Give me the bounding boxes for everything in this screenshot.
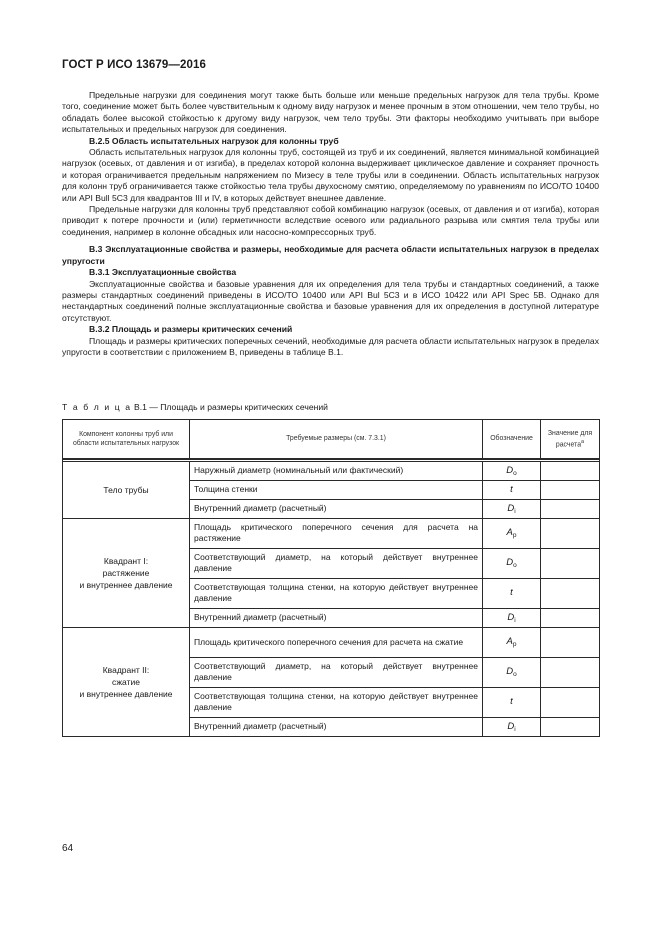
footnote-marker: a <box>581 438 585 445</box>
table-caption-prefix: Т а б л и ц а <box>62 402 132 412</box>
value-cell <box>541 627 600 657</box>
header-required: Требуемые размеры (см. 7.3.1) <box>190 420 483 459</box>
required-dimension: Соответствующий диаметр, на который действует внутреннее давление <box>190 548 483 578</box>
header-value: Значение для расчета$^a$ <box>541 420 600 459</box>
symbol: t <box>483 578 541 608</box>
subsection-heading: В.3.1 Эксплуатационные свойства <box>89 267 237 278</box>
body-text <box>62 90 599 358</box>
symbol: $D_i$ <box>483 717 541 736</box>
value-cell <box>541 657 600 687</box>
value-cell <box>541 499 600 518</box>
value-cell <box>541 548 600 578</box>
symbol: $A_p$ <box>483 518 541 548</box>
group-label: Квадрант I: растяжение и внутреннее давление <box>63 518 190 627</box>
header-component: Компонент колонны труб или области испытательных нагрузок <box>63 420 190 459</box>
value-cell <box>541 461 600 480</box>
page-number: 64 <box>62 843 74 854</box>
paragraph: Эксплуатационные свойства и базовые уравнения для их определения для тела трубы и стандартных соединений, а также размеры стандартных соединений приведены в ИСО/ТО 10400 или API Bul 5C3 и в ИСО 10422 или API Spec 5B. Однако для нестандартных соединений полные эксплуатационные свойства и базовые уравнения для их определения в доступной литературе отсутствуют. <box>62 278 599 323</box>
table-row <box>63 461 600 480</box>
required-dimension: Соответствующий диаметр, на который действует внутреннее давление <box>190 657 483 687</box>
header-symbol: Обозначение <box>483 420 541 459</box>
symbol: $A_p$ <box>483 627 541 657</box>
table-caption-text: В.1 — Площадь и размеры критических сечений <box>133 402 328 412</box>
symbol: $D_o$ <box>483 657 541 687</box>
paragraph: Предельные нагрузки для колонны труб представляют собой комбинацию нагрузок (осевых, от давления и от изгиба), которая приводит к потере прочности и (или) герметичности вследствие осевого или радиального разрыва или смятия тела трубы или соединения, например в колонне обсадных или насосно-компрессорных труб. <box>62 204 599 237</box>
value-cell <box>541 687 600 717</box>
symbol: t <box>483 480 541 499</box>
value-cell <box>541 717 600 736</box>
table-header-row <box>63 420 600 459</box>
subsection-heading: В.3.2 Площадь и размеры критических сечений <box>89 324 293 335</box>
section-heading: В.3 Эксплуатационные свойства и размеры, необходимые для расчета области испытательных нагрузок в пределах упругости <box>62 244 599 266</box>
section-heading: В.2.5 Область испытательных нагрузок для колонны труб <box>89 135 339 146</box>
value-cell <box>541 480 600 499</box>
table-caption <box>62 402 328 412</box>
symbol: $D_o$ <box>483 461 541 480</box>
required-dimension: Внутренний диаметр (расчетный) <box>190 608 483 627</box>
paragraph: Площадь и размеры критических поперечных сечений, необходимые для расчета области испытательных нагрузок в пределах упругости в соответствии с приложением В, приведены в таблице В.1. <box>62 335 599 357</box>
required-dimension: Внутренний диаметр (расчетный) <box>190 499 483 518</box>
value-cell <box>541 608 600 627</box>
paragraph: Предельные нагрузки для соединения могут также быть больше или меньше предельных нагрузок для тела трубы. Кроме того, соединение может быть более чувствительным к одному виду нагрузок и менее прочным в этом отношении, чем тело трубы, но обладать более высокой стойкостью к другому виду нагрузок, чем тело трубы. Эти факторы необходимо учитывать при выборе испытательных и предельных нагрузок для соединения. <box>62 90 599 135</box>
group-label: Тело трубы <box>63 461 190 518</box>
value-cell <box>541 578 600 608</box>
symbol: $D_i$ <box>483 499 541 518</box>
required-dimension: Площадь критического поперечного сечения для расчета на сжатие <box>190 627 483 657</box>
symbol: $D_o$ <box>483 548 541 578</box>
dimensions-table <box>62 419 600 737</box>
required-dimension: Площадь критического поперечного сечения для расчета на растяжение <box>190 518 483 548</box>
symbol: t <box>483 687 541 717</box>
required-dimension: Соответствующая толщина стенки, на которую действует внутреннее давление <box>190 687 483 717</box>
symbol: $D_i$ <box>483 608 541 627</box>
required-dimension: Соответствующая толщина стенки, на которую действует внутреннее давление <box>190 578 483 608</box>
table-row <box>63 627 600 657</box>
required-dimension: Внутренний диаметр (расчетный) <box>190 717 483 736</box>
group-label: Квадрант II: сжатие и внутреннее давление <box>63 627 190 736</box>
table-row <box>63 518 600 548</box>
paragraph: Область испытательных нагрузок для колонны труб, состоящей из труб и их соединений, является минимальной комбинацией нагрузок (осевых, от давления и от изгиба), в пределах которой колонна выдерживает циклическое давление и сохраняет прочность и которая ограничивается предельным напряжением по Мизесу в теле трубы или в соединении. Область испытательных нагрузок для колонн труб ограничивается также стойкостью тела трубы двухосному смятию, определяемому по уравнениям по ИСО/ТО 10400 или API Bull 5C3 для квадрантов III и IV, в которых действует внешнее давление. <box>62 147 599 203</box>
required-dimension: Наружный диаметр (номинальный или фактический) <box>190 461 483 480</box>
document-header: ГОСТ Р ИСО 13679—2016 <box>62 59 207 71</box>
required-dimension: Толщина стенки <box>190 480 483 499</box>
value-cell <box>541 518 600 548</box>
